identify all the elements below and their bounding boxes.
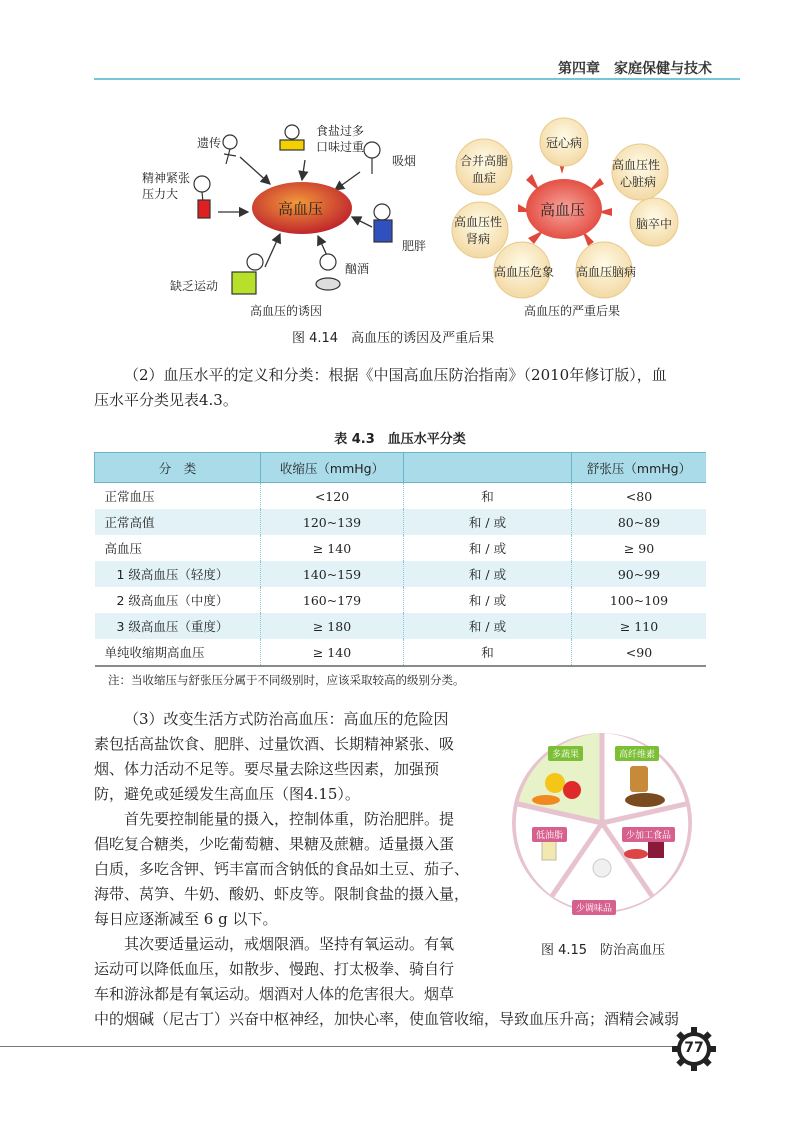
table-row bbox=[95, 639, 707, 666]
cell-category: 正常高值 bbox=[95, 509, 261, 535]
cause-label-salt: 食盐过多 bbox=[316, 124, 365, 138]
outcome-label-stroke: 脑卒中 bbox=[636, 217, 673, 231]
paragraph-lifestyle bbox=[94, 707, 504, 1007]
cause-label-alcohol: 酗酒 bbox=[345, 262, 370, 276]
cause-label-stress: 精神紧张 bbox=[142, 171, 191, 185]
cell-diastolic: ≥ 90 bbox=[572, 535, 707, 561]
outcome-label-crisis: 高血压危象 bbox=[494, 265, 555, 279]
paragraph-line: 压水平分类见表4.3。 bbox=[94, 391, 238, 409]
outcome-label-heart-1: 高血压性 bbox=[612, 158, 661, 172]
cell-category: 3 级高血压（重度） bbox=[95, 613, 261, 639]
cell-diastolic: <90 bbox=[572, 639, 707, 666]
paragraph-line-full: 中的烟碱（尼古丁）兴奋中枢神经，加快心率，使血管收缩，导致血压升高；酒精会减弱 bbox=[94, 1010, 680, 1028]
outcomes-center-label: 高血压 bbox=[540, 201, 586, 219]
header-category: 分 类 bbox=[95, 453, 261, 483]
figure-outcomes bbox=[440, 112, 690, 322]
paragraph-line: （3）改变生活方式防治高血压：高血压的危险因 bbox=[124, 710, 449, 728]
outcome-label-kidney-2: 肾病 bbox=[466, 232, 491, 246]
paragraph-line: 海带、莴笋、牛奶、酸奶、虾皮等。限制食盐的摄入量， bbox=[94, 885, 470, 903]
chapter-title: 第四章 家庭保健与技术 bbox=[558, 61, 712, 77]
table-row bbox=[95, 483, 707, 510]
page-number-badge bbox=[672, 1027, 716, 1071]
table-row bbox=[95, 561, 707, 587]
cause-label-pressure: 压力大 bbox=[142, 187, 179, 201]
figure-causes bbox=[120, 112, 430, 322]
cell-diastolic: ≥ 110 bbox=[572, 613, 707, 639]
cell-connector: 和 bbox=[404, 639, 572, 666]
cell-systolic: 160~179 bbox=[261, 587, 404, 613]
food-wheel bbox=[510, 728, 695, 918]
cell-systolic: 120~139 bbox=[261, 509, 404, 535]
cell-category: 2 级高血压（中度） bbox=[95, 587, 261, 613]
paragraph-line: 首先要控制能量的摄入，控制体重，防治肥胖。提 bbox=[124, 810, 455, 828]
table-row bbox=[95, 587, 707, 613]
outcome-label-heart-2: 心脏病 bbox=[620, 175, 657, 189]
paragraph-line: 运动可以降低血压，如散步、慢跑、打太极拳、骑自行 bbox=[94, 960, 455, 978]
table-row bbox=[95, 535, 707, 561]
header-rule bbox=[94, 78, 740, 80]
segment-label-less-seasoning: 少调味品 bbox=[572, 900, 616, 915]
cell-connector: 和 bbox=[404, 483, 572, 510]
figure-food-wheel bbox=[510, 728, 695, 918]
page-number: 77 bbox=[684, 1040, 704, 1056]
cause-label-taste: 口味过重 bbox=[316, 140, 365, 154]
segment-label-vegetables: 多蔬果 bbox=[548, 746, 583, 761]
outcome-label-chd: 冠心病 bbox=[546, 136, 583, 150]
segment-label-less-processed: 少加工食品 bbox=[622, 827, 675, 842]
table-header-row bbox=[95, 453, 707, 483]
paragraph-line: （2）血压水平的定义和分类：根据《中国高血压防治指南》（2010年修订版），血 bbox=[124, 366, 667, 384]
cell-diastolic: 80~89 bbox=[572, 509, 707, 535]
cell-category: 高血压 bbox=[95, 535, 261, 561]
table-row bbox=[95, 509, 707, 535]
paragraph-line: 倡吃复合糖类，少吃葡萄糖、果糖及蔗糖。适量摄入蛋 bbox=[94, 835, 455, 853]
cell-systolic: ≥ 140 bbox=[261, 639, 404, 666]
cell-systolic: ≥ 140 bbox=[261, 535, 404, 561]
cell-category: 单纯收缩期高血压 bbox=[95, 639, 261, 666]
causes-caption: 高血压的诱因 bbox=[250, 304, 323, 318]
segment-label-low-fat: 低油脂 bbox=[532, 827, 567, 842]
cause-label-obesity: 肥胖 bbox=[402, 239, 427, 253]
cell-systolic: 140~159 bbox=[261, 561, 404, 587]
causes-center-label: 高血压 bbox=[278, 200, 324, 218]
cell-category: 1 级高血压（轻度） bbox=[95, 561, 261, 587]
header-diastolic: 舒张压（mmHg） bbox=[572, 453, 707, 483]
cell-connector: 和 / 或 bbox=[404, 561, 572, 587]
header-systolic: 收缩压（mmHg） bbox=[261, 453, 404, 483]
cause-label-smoking: 吸烟 bbox=[392, 154, 417, 168]
paragraph-line: 防，避免或延缓发生高血压（图4.15）。 bbox=[94, 785, 360, 803]
cell-category: 正常血压 bbox=[95, 483, 261, 510]
outcome-label-encephalopathy: 高血压脑病 bbox=[576, 265, 637, 279]
segment-label-fiber: 高纤维素 bbox=[615, 746, 659, 761]
table-title: 表 4.3 血压水平分类 bbox=[334, 432, 466, 447]
cell-connector: 和 / 或 bbox=[404, 613, 572, 639]
table-note: 注：当收缩压与舒张压分属于不同级别时，应该采取较高的级别分类。 bbox=[108, 673, 465, 687]
cell-diastolic: 100~109 bbox=[572, 587, 707, 613]
cell-diastolic: <80 bbox=[572, 483, 707, 510]
paragraph-line: 车和游泳都是有氧运动。烟酒对人体的危害很大。烟草 bbox=[94, 985, 455, 1003]
cause-label-genetics: 遗传 bbox=[197, 136, 222, 150]
cell-diastolic: 90~99 bbox=[572, 561, 707, 587]
cell-connector: 和 / 或 bbox=[404, 535, 572, 561]
footer-rule bbox=[0, 1046, 690, 1047]
figure-4-14-caption: 图 4.14 高血压的诱因及严重后果 bbox=[292, 331, 495, 346]
cell-connector: 和 / 或 bbox=[404, 509, 572, 535]
cell-systolic: ≥ 180 bbox=[261, 613, 404, 639]
paragraph-line: 每日应逐渐减至 6 g 以下。 bbox=[94, 910, 278, 928]
cell-systolic: <120 bbox=[261, 483, 404, 510]
causes-diagram bbox=[120, 112, 430, 322]
cause-label-exercise: 缺乏运动 bbox=[170, 279, 219, 293]
figure-4-15-caption: 图 4.15 防治高血压 bbox=[541, 943, 666, 958]
outcomes-caption: 高血压的严重后果 bbox=[524, 304, 621, 318]
paragraph-bp-definition bbox=[94, 363, 706, 413]
outcome-label-kidney-1: 高血压性 bbox=[454, 215, 503, 229]
table-row bbox=[95, 613, 707, 639]
bp-classification-table bbox=[94, 452, 706, 667]
header-connector bbox=[404, 453, 572, 483]
paragraph-line: 烟、体力活动不足等。要尽量去除这些因素，加强预 bbox=[94, 760, 440, 778]
outcome-label-hyperlipidemia-1: 合并高脂 bbox=[460, 154, 509, 168]
paragraph-line: 其次要适量运动，戒烟限酒。坚持有氧运动。有氧 bbox=[124, 935, 455, 953]
cell-connector: 和 / 或 bbox=[404, 587, 572, 613]
outcome-label-hyperlipidemia-2: 血症 bbox=[472, 171, 497, 185]
paragraph-line: 素包括高盐饮食、肥胖、过量饮酒、长期精神紧张、吸 bbox=[94, 735, 455, 753]
paragraph-line: 白质，多吃含钾、钙丰富而含钠低的食品如土豆、茄子、 bbox=[94, 860, 470, 878]
